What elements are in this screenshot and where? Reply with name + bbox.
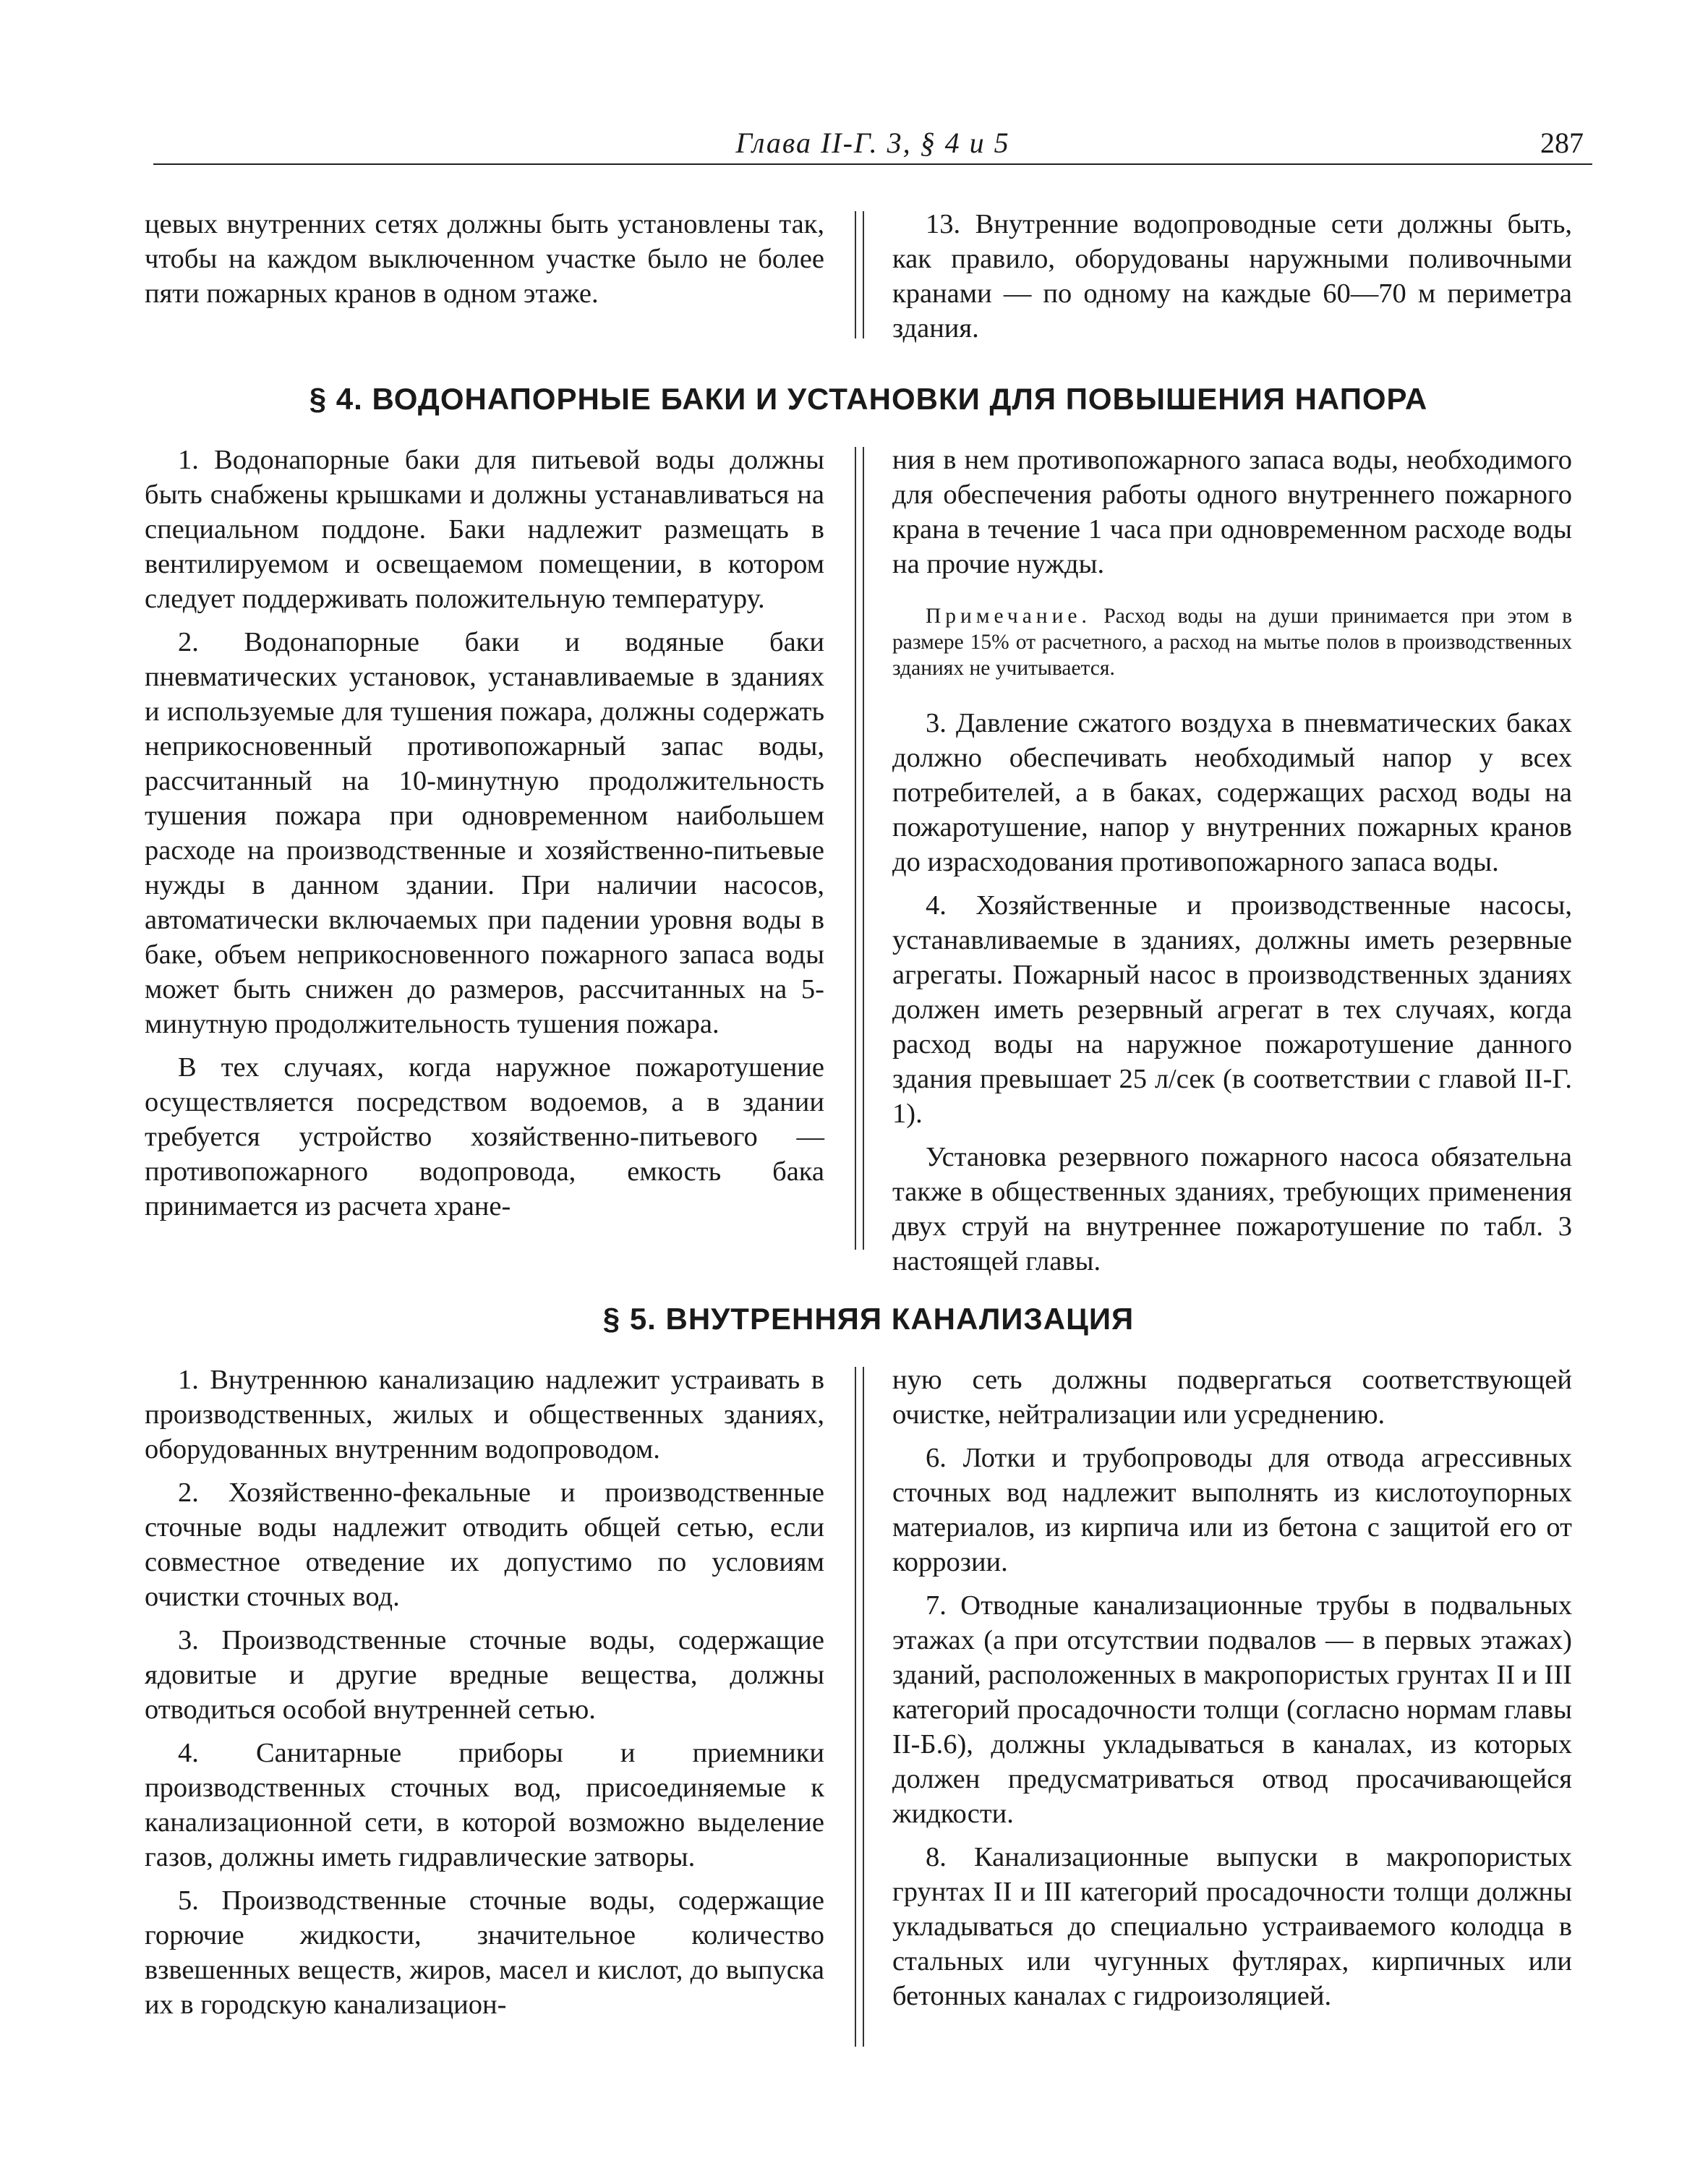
paragraph: 3. Давление сжатого воздуха в пневматических баках должно обеспечивать необходимый напор у всех потребителей, а в баках, содержащих расход воды на пожаротушение, напор у внутренних пожарных кранов до израсходования противопожарного запаса воды. [892, 708, 1572, 877]
paragraph: 7. Отводные канализационные трубы в подвальных этажах (а при отсутствии подвалов — в первых этажах) зданий, расположенных в макропористых грунтах II и III категорий просадочности толщи (согласно нормам главы II-Б.6), должны укладываться в каналах, из которых должен предусматриваться отвод просачивающейся жидкости. [892, 1590, 1572, 1829]
paragraph: 4. Санитарные приборы и приемники производственных сточных вод, присоединяемые к канализационной сети, в которой возможно выделение газов, должны иметь гидравлические затворы. [145, 1738, 824, 1872]
section-5-body [145, 1363, 1592, 2086]
paragraph: В тех случаях, когда наружное пожаротушение осуществляется посредством водоемов, а в здании требуется устройство хозяйственно-питьевого — противопожарного водопровода, емкость бака принимается из расчета хране- [145, 1052, 824, 1221]
paragraph: 3. Производственные сточные воды, содержащие ядовитые и другие вредные вещества, должны отводиться особой внутренней сетью. [145, 1625, 824, 1725]
paragraph: ния в нем противопожарного запаса воды, необходимого для обеспечения работы одного внутреннего пожарного крана в течение 1 часа при одновременном расходе воды на прочие нужды. [892, 445, 1572, 579]
paragraph: 8. Канализационные выпуски в макропористых грунтах II и III категорий просадочности толщи должны укладываться до специально устраиваемого колодца в стальных или чугунных футлярах, кирпичных или бетонных каналах с гидроизоляцией. [892, 1842, 1572, 2011]
intro-left-column [145, 207, 824, 311]
section-4-left-column [145, 443, 824, 1224]
paragraph: 1. Внутреннюю канализацию надлежит устраивать в производственных, жилых и общественных зданиях, оборудованных внутренним водопроводом. [145, 1365, 824, 1464]
intro-block [145, 207, 1592, 351]
paragraph: 2. Хозяйственно-фекальные и производственные сточные воды надлежит отводить общей сетью, если совместное отведение их допустимо по условиям очистки сточных вод. [145, 1477, 824, 1612]
paragraph: 13. Внутренние водопроводные сети должны быть, как правило, оборудованы наружными поливочными кранами — по одному на каждые 60—70 м периметра здания. [892, 209, 1572, 344]
paragraph: 6. Лотки и трубопроводы для отвода агрессивных сточных вод надлежит выполнять из кислотоупорных материалов, из кирпича или из бетона с защитой его от коррозии. [892, 1443, 1572, 1577]
section-5-right-column [892, 1363, 1572, 2013]
column-divider [855, 447, 864, 1250]
footnote [892, 603, 1572, 681]
paragraph: Установка резервного пожарного насоса обязательна также в общественных зданиях, требующих применения двух струй на внутреннее пожаротушение по табл. 3 настоящей главы. [892, 1142, 1572, 1276]
note-label: Примечание. [926, 605, 1091, 628]
paragraph: 2. Водонапорные баки и водяные баки пневматических установок, устанавливаемые в зданиях и используемые для тушения пожара, должны содержать неприкосновенный противопожарный запас воды, рассчитанный на 10-минутную продолжительность тушения пожара при одновременном наибольшем расходе на производственные и хозяйственно-питьевые нужды в данном здании. При наличии насосов, автоматически включаемых при падении уровня воды в баке, объем неприкосновенного пожарного запаса воды может быть снижен до размеров, рассчитанных на 5-минутную продолжительность тушения пожара. [145, 627, 824, 1039]
header-rule [153, 163, 1592, 165]
page-number: 287 [1540, 127, 1584, 159]
paragraph: ную сеть должны подвергаться соответствующей очистке, нейтрализации или усреднению. [892, 1365, 1572, 1430]
section-4-body [145, 443, 1592, 1276]
section-4-right-column [892, 443, 1572, 1279]
paragraph: цевых внутренних сетях должны быть установлены так, чтобы на каждом выключенном участке было не более пяти пожарных кранов в одном этаже. [145, 209, 824, 309]
section-4-title: § 4. ВОДОНАПОРНЫЕ БАКИ И УСТАНОВКИ ДЛЯ ПОВЫШЕНИЯ НАПОРА [309, 382, 1428, 416]
note-text: Расход воды на души принимается при этом в размере 15% от расчетного, а расход на мытье полов в производственных зданиях не учитывается. [892, 605, 1572, 680]
paragraph: 4. Хозяйственные и производственные насосы, устанавливаемые в зданиях, должны иметь резервные агрегаты. Пожарный насос в производственных зданиях должен иметь резервный агрегат в тех случаях, когда расход воды на наружное пожаротушение данного здания превышает 25 л/сек (в соответствии с главой II-Г. 1). [892, 890, 1572, 1129]
column-divider [855, 1367, 864, 2047]
header-title: Глава II-Г. 3, § 4 и 5 [735, 127, 1010, 159]
paragraph: 1. Водонапорные баки для питьевой воды должны быть снабжены крышками и должны устанавливаться на специальном поддоне. Баки надлежит размещать в вентилируемом и освещаемом помещении, в котором следует поддерживать положительную температуру. [145, 445, 824, 614]
column-divider [855, 211, 864, 338]
intro-right-column [892, 207, 1572, 346]
paragraph: 5. Производственные сточные воды, содержащие горючие жидкости, значительное количество взвешенных веществ, жиров, масел и кислот, до выпуска их в городскую канализацион- [145, 1885, 824, 2020]
section-5-title: § 5. ВНУТРЕННЯЯ КАНАЛИЗАЦИЯ [602, 1302, 1135, 1336]
running-header [153, 121, 1592, 165]
section-5-left-column [145, 1363, 824, 2022]
